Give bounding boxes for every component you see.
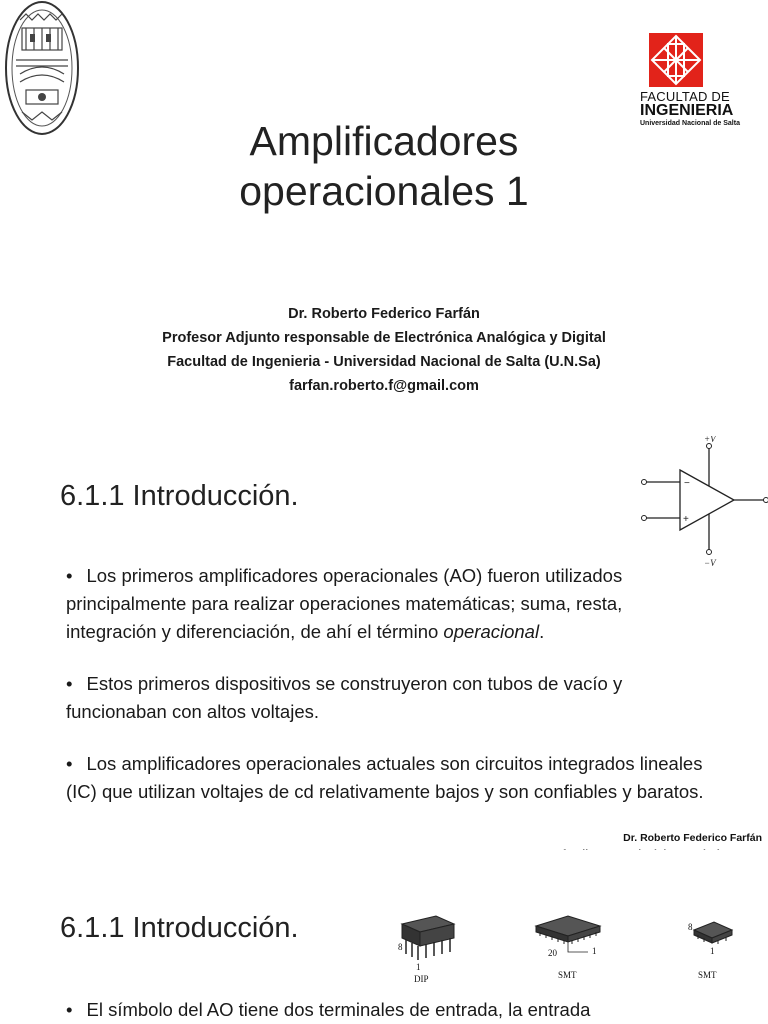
- title-slide: [0, 0, 768, 418]
- slide-title-line2: operacionales 1: [239, 168, 529, 214]
- bullet-item: • El símbolo del AO tiene dos terminales de entrada, la entrada: [66, 999, 591, 1020]
- author-position: Profesor Adjunto responsable de Electrónica Analógica y Digital: [162, 330, 606, 346]
- slide-title-line1: Amplificadores: [249, 118, 519, 164]
- smt-8-package-icon: [684, 916, 744, 982]
- author-name: Dr. Roberto Federico Farfán: [288, 306, 480, 322]
- opamp-noninverting-label: +: [683, 514, 689, 525]
- author-affiliation: Facultad de Ingenieria - Universidad Nacional de Salta (U.N.Sa): [167, 354, 601, 370]
- opamp-plus-v-label: +V: [704, 436, 716, 444]
- intro-slide-2: [0, 850, 768, 1024]
- section-heading: 6.1.1 Introducción.: [60, 912, 299, 944]
- opamp-inverting-label: −: [684, 478, 690, 489]
- dip-pin-8-label: 8: [398, 942, 403, 952]
- bullet-item: • Estos primeros dispositivos se construyeron con tubos de vacío y funcionaban con altos voltajes.: [66, 673, 623, 722]
- author-email: farfan.roberto.f@gmail.com: [289, 378, 479, 394]
- faculty-logo-line2: INGENIERIA: [640, 102, 734, 119]
- opamp-symbol-icon: [636, 436, 768, 576]
- bullet-item: • Los primeros amplificadores operacionales (AO) fueron utilizados principalmente para realizar operaciones matemáticas; suma, resta, integración y diferenciación, de ahí el término operacional.: [66, 565, 623, 642]
- author-block: [0, 302, 768, 398]
- smt20-pin-20-label: 20: [548, 948, 557, 958]
- faculty-logo-line3: Universidad Nacional de Salta: [640, 120, 740, 127]
- signature-name: Dr. Roberto Federico Farfán: [623, 832, 762, 844]
- smt20-label: SMT: [558, 970, 577, 980]
- smt20-pin-1-label: 1: [592, 946, 597, 956]
- smt8-label: SMT: [698, 970, 717, 980]
- faculty-logo-line1: FACULTAD DE: [640, 89, 730, 104]
- smt-20-package-icon: [530, 912, 610, 982]
- dip-pin-1-label: 1: [416, 962, 421, 972]
- smt8-pin-8-label: 8: [688, 922, 693, 932]
- dip-package-icon: [396, 906, 460, 982]
- section-heading: 6.1.1 Introducción.: [60, 480, 299, 512]
- opamp-minus-v-label: −V: [704, 558, 716, 568]
- bullet-item: • Los amplificadores operacionales actuales son circuitos integrados lineales (IC) que utilizan voltajes de cd relativamente bajos y son confiables y baratos.: [66, 753, 704, 802]
- faculty-logo-icon: [648, 32, 704, 88]
- smt8-pin-1-label: 1: [710, 946, 715, 956]
- intro-slide: [0, 418, 768, 850]
- dip-label: DIP: [414, 974, 429, 982]
